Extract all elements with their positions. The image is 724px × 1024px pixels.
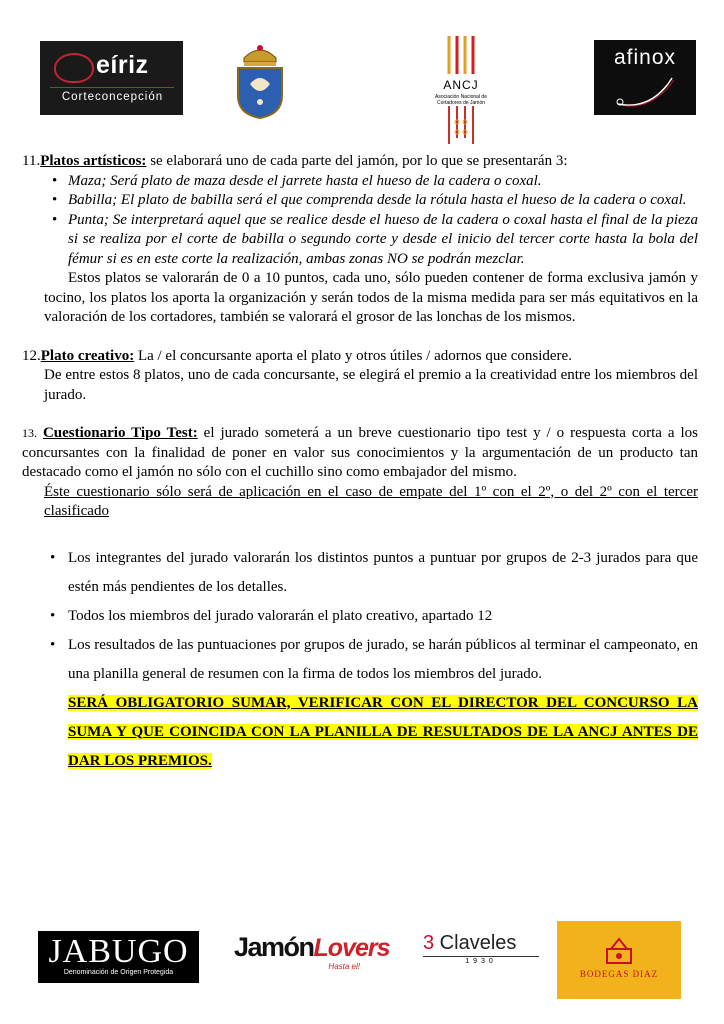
list-item-text: Maza; Será plato de maza desde el jarrete hasta el hueso de la cadera o coxal. — [68, 172, 542, 189]
section-title: Plato creativo: — [40, 347, 135, 364]
document-body — [22, 152, 698, 776]
jamonlovers-logo-tagline: Hasta el! — [328, 962, 360, 971]
jamonlovers-logo-part-a: Jamón — [234, 932, 314, 962]
pig-icon — [54, 53, 94, 83]
plate-types-list — [22, 172, 698, 270]
section-intro: se elaborará uno de cada parte del jamón, por lo que se presentarán 3: — [146, 153, 568, 169]
claveles-logo-year: 1930 — [423, 956, 539, 965]
bullet-icon: • — [52, 172, 58, 189]
eiriz-logo-sub: Corteconcepción — [61, 91, 164, 103]
section-intro: el jurado someterá a un breve cuestionario tipo test y / o respuesta corta a los concursantes con la finalidad de poner en valor sus conocimientos y la argumentación de un producto tan destacado como el jamón no sólo con el cuchillo sino como embajador del mismo. — [22, 425, 698, 480]
claveles-logo-number: 3 — [423, 932, 435, 954]
ancj-logo-name: ANCJ — [443, 78, 479, 92]
list-item-text: Punta; Se interpretará aquel que se realice desde el hueso de la cadera o coxal hasta el final de la pieza si se realiza por el corte de babilla o segundo corte y desde el inicio del tercer corte hasta la bola del fémur si es en este corte la realización, ambas zonas NO se podrán mezclar. — [68, 211, 698, 267]
section-number: 11. — [22, 153, 41, 169]
jury-rules-list — [22, 544, 698, 689]
list-item-text: Babilla; El plato de babilla será el que comprenda desde la rótula hasta el hueso de la cadera o coxal. — [68, 192, 687, 208]
jabugo-logo — [38, 931, 199, 983]
jamonlovers-logo — [234, 932, 390, 976]
section-13 — [22, 424, 698, 483]
bodegas-diaz-logo-name: BODEGAS DIAZ — [579, 969, 659, 979]
afinox-logo — [594, 40, 696, 115]
ancj-logo-sub: Asociación Nacional de Cortadores de Jamón — [435, 94, 487, 106]
list-item-text: Todos los miembros del jurado valorarán el plato creativo, apartado 12 — [68, 607, 493, 624]
jamonlovers-logo-part-b: Lovers — [313, 934, 390, 962]
afinox-logo-name: afinox — [613, 46, 677, 69]
list-item-text: Los integrantes del jurado valorarán los distintos puntos a puntuar por grupos de 2-3 jurados para que estén más pendientes de los detalles. — [68, 549, 698, 595]
claveles-logo-text: Claveles — [434, 932, 517, 954]
claveles-logo — [423, 932, 539, 972]
section-11-note: Estos platos se valorarán de 0 a 10 puntos, cada uno, sólo pueden contener de forma exclusiva jamón y tocino, los platos los aporta la organización y serán todos de la misma medida para ser más equitativos en la valoración de los cortadores, también se valorará el grosor de las lonchas de los mismos. — [44, 270, 698, 325]
jabugo-logo-name: JABUGO — [48, 933, 189, 970]
section-12-body: De entre estos 8 platos, uno de cada concursante, se elegirá el premio a la creatividad entre los miembros del jurado. — [44, 367, 698, 403]
list-item — [22, 631, 698, 689]
eiriz-logo-name: eíriz — [96, 51, 149, 79]
knife-sharpener-icon — [608, 74, 688, 112]
list-item — [22, 191, 698, 211]
bullet-icon: • — [50, 549, 56, 566]
list-item — [22, 172, 698, 192]
section-number: 13. — [22, 426, 37, 440]
list-item — [22, 602, 698, 631]
section-11 — [22, 152, 698, 172]
claveles-logo-name — [423, 932, 539, 955]
list-item — [22, 544, 698, 602]
crest-icon — [601, 935, 637, 967]
mandatory-notice-text: SERÁ OBLIGATORIO SUMAR, VERIFICAR CON EL DIRECTOR DEL CONCURSO LA SUMA Y QUE COINCIDA CON LA PLANILLA DE RESULTADOS DE LA ANCJ ANTES DE DAR LOS PREMIOS. — [68, 694, 698, 769]
section-intro: La / el concursante aporta el plato y otros útiles / adornos que considere. — [134, 347, 572, 364]
bodegas-diaz-logo — [557, 921, 681, 999]
eiriz-logo — [40, 41, 183, 115]
section-12 — [22, 347, 698, 367]
bullet-icon: • — [50, 636, 56, 653]
list-item-text: Los resultados de las puntuaciones por grupos de jurado, se harán públicos al terminar el campeonato, en una planilla general de resumen con la firma de todos los miembros del jurado. — [68, 636, 698, 682]
jabugo-logo-sub: Denominación de Origen Protegida — [63, 969, 174, 976]
section-13-underlined: Éste cuestionario sólo será de aplicación en el caso de empate del 1º con el 2º, o del 2º con el tercer clasificado — [44, 483, 698, 519]
mandatory-notice — [22, 689, 698, 776]
list-item — [22, 211, 698, 270]
bullet-icon: • — [52, 211, 58, 228]
bullet-icon: • — [50, 607, 56, 624]
section-title: Cuestionario Tipo Test: — [42, 425, 198, 441]
ancj-logo — [425, 34, 497, 146]
eiriz-logo-divider — [50, 87, 174, 88]
section-number: 12. — [22, 347, 41, 364]
section-title: Platos artísticos: — [40, 153, 147, 169]
bullet-icon: • — [52, 192, 58, 208]
coat-of-arms-icon — [232, 40, 288, 120]
